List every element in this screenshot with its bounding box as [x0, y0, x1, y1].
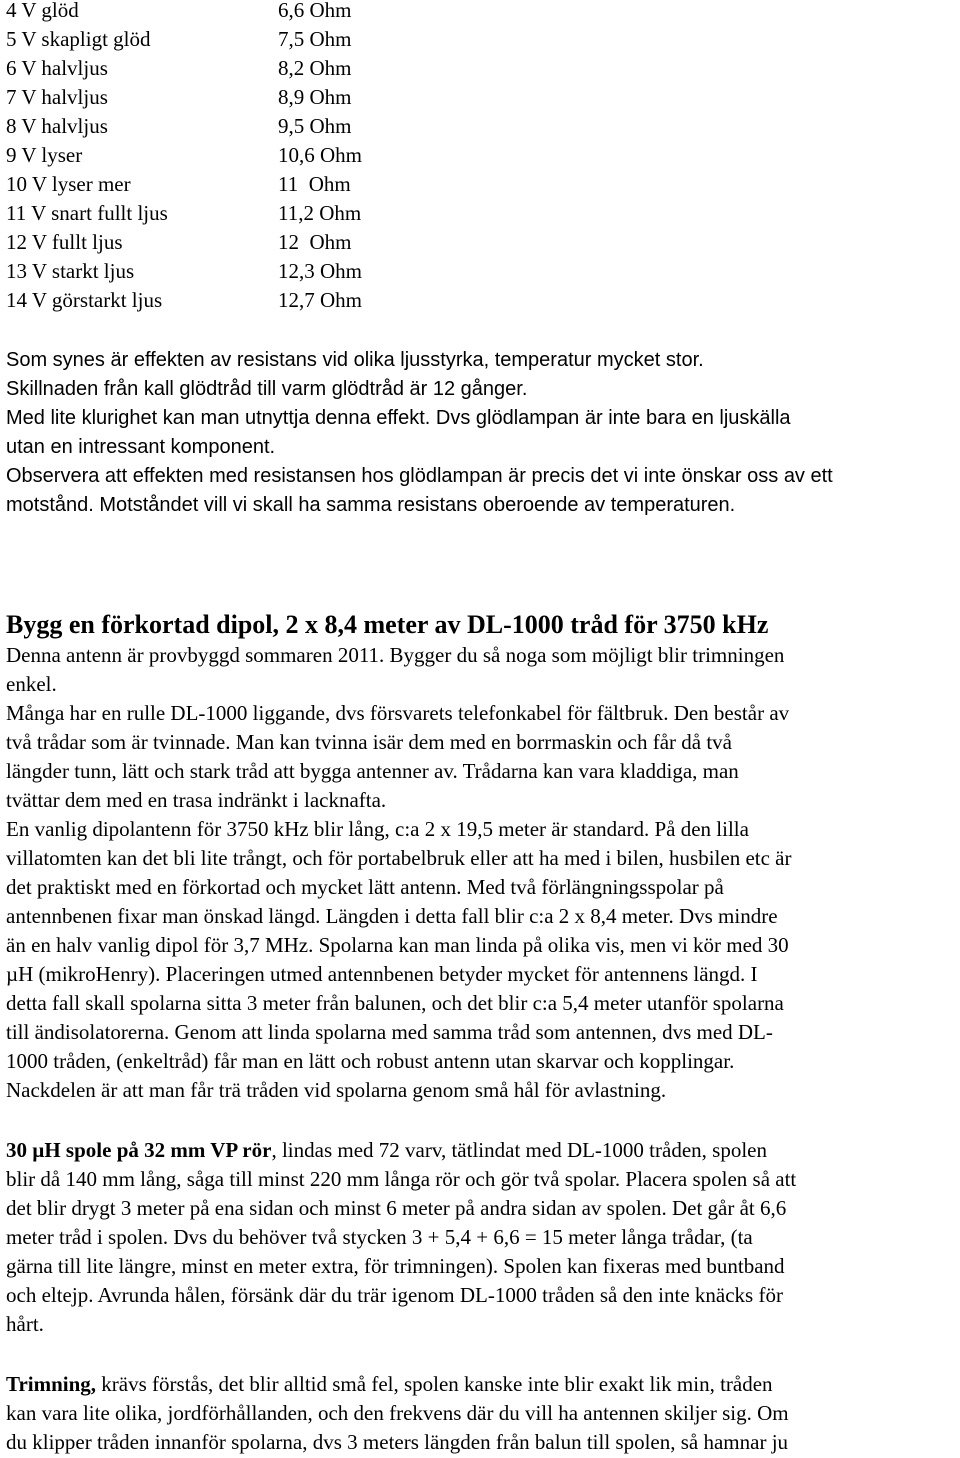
table-row [6, 0, 478, 25]
voltage-cell: 4 V glöd [6, 0, 79, 22]
resistance-cell: 8,9 Ohm [278, 85, 352, 109]
dipole-paragraph [6, 641, 956, 1105]
text-line: hårt. [6, 1312, 44, 1336]
resistance-cell: 12,7 Ohm [278, 288, 362, 312]
text-line: Med lite klurighet kan man utnyttja denna effekt. Dvs glödlampan är inte bara en ljuskälla [6, 407, 791, 429]
text-line: än en halv vanlig dipol för 3,7 MHz. Spolarna kan man linda på olika vis, men vi kör med 30 [6, 933, 789, 957]
text-line: Denna antenn är provbyggd sommaren 2011. Bygger du så noga som möjligt blir trimningen [6, 643, 785, 667]
section-heading: Bygg en förkortad dipol, 2 x 8,4 meter av DL-1000 tråd för 3750 kHz [6, 610, 769, 639]
text-line: enkel. [6, 672, 57, 696]
coil-paragraph [6, 1136, 956, 1339]
table-row [6, 170, 478, 199]
resistance-cell: 12 Ohm [278, 230, 352, 254]
text-line: motstånd. Motståndet vill vi skall ha samma resistans oberoende av temperaturen. [6, 494, 736, 516]
table-row [6, 54, 478, 83]
resistance-cell: 7,5 Ohm [278, 27, 352, 51]
text-line: µH (mikroHenry). Placeringen utmed antennbenen betyder mycket för antennens längd. I [6, 962, 758, 986]
text-line: Observera att effekten med resistansen hos glödlampan är precis det vi inte önskar oss av ett [6, 465, 833, 487]
voltage-cell: 14 V görstarkt ljus [6, 288, 163, 312]
voltage-cell: 5 V skapligt glöd [6, 27, 151, 51]
resistance-cell: 10,6 Ohm [278, 143, 362, 167]
voltage-cell: 10 V lyser mer [6, 172, 131, 196]
trimming-first-line-rest: krävs förstås, det blir alltid små fel, spolen kanske inte blir exakt lik min, tråden [96, 1372, 773, 1396]
table-row [6, 257, 478, 286]
resistance-cell: 11 Ohm [278, 172, 351, 196]
table-row [6, 286, 478, 315]
coil-bold-lead: 30 µH spole på 32 mm VP rör [6, 1138, 272, 1162]
table-row [6, 83, 478, 112]
table-row [6, 25, 478, 54]
observation-paragraph [6, 346, 956, 520]
text-line: du klipper tråden innanför spolarna, dvs 3 meters längden från balun till spolen, så hamnar ju [6, 1430, 789, 1454]
voltage-cell: 9 V lyser [6, 143, 83, 167]
text-line: utan en intressant komponent. [6, 436, 276, 458]
resistance-cell: 8,2 Ohm [278, 56, 352, 80]
text-line: detta fall skall spolarna sitta 3 meter från balunen, och det blir c:a 5,4 meter utanför spolarna [6, 991, 784, 1015]
trimming-paragraph [6, 1370, 956, 1457]
text-line: Skillnaden från kall glödtråd till varm glödtråd är 12 gånger. [6, 378, 528, 400]
text-line: det praktiskt med en förkortad och mycket lätt antenn. Med två förlängningsspolar på [6, 875, 724, 899]
text-line: gärna till lite längre, minst en meter extra, för trimningen). Spolen kan fixeras med buntband [6, 1254, 785, 1278]
text-line: meter tråd i spolen. Dvs du behöver två stycken 3 + 5,4 + 6,6 = 15 meter långa trådar, (ta [6, 1225, 753, 1249]
voltage-resistance-table [6, 0, 478, 315]
text-line: 1000 tråden, (enkeltråd) får man en lätt och robust antenn utan skarvar och kopplingar. [6, 1049, 735, 1073]
table-row [6, 141, 478, 170]
text-line: Nackdelen är att man får trä tråden vid spolarna genom små hål för avlastning. [6, 1078, 667, 1102]
coil-first-line-rest: , lindas med 72 varv, tätlindat med DL-1000 tråden, spolen [271, 1138, 767, 1162]
table-row [6, 112, 478, 141]
resistance-cell: 6,6 Ohm [278, 0, 352, 22]
resistance-cell: 12,3 Ohm [278, 259, 362, 283]
text-line: det blir drygt 3 meter på ena sidan och minst 6 meter på andra sidan av spolen. Det går åt 6,6 [6, 1196, 787, 1220]
text-line: antennbenen fixar man önskad längd. Längden i detta fall blir c:a 2 x 8,4 meter. Dvs mindre [6, 904, 778, 928]
resistance-cell: 9,5 Ohm [278, 114, 352, 138]
text-line: Som synes är effekten av resistans vid olika ljusstyrka, temperatur mycket stor. [6, 349, 704, 371]
voltage-cell: 12 V fullt ljus [6, 230, 123, 254]
voltage-cell: 11 V snart fullt ljus [6, 201, 168, 225]
text-line: blir då 140 mm lång, såga till minst 220 mm långa rör och gör två spolar. Placera spolen så att [6, 1167, 797, 1191]
voltage-cell: 6 V halvljus [6, 56, 108, 80]
text-line: längder tunn, lätt och stark tråd att bygga antenner av. Trådarna kan vara kladdiga, man [6, 759, 739, 783]
voltage-cell: 8 V halvljus [6, 114, 108, 138]
text-line: kan vara lite olika, jordförhållanden, och den frekvens där du vill ha antennen skiljer sig. Om [6, 1401, 789, 1425]
text-line: Många har en rulle DL-1000 liggande, dvs försvarets telefonkabel för fältbruk. Den består av [6, 701, 790, 725]
table-row [6, 228, 478, 257]
text-line: till ändisolatorerna. Genom att linda spolarna med samma tråd som antennen, dvs med DL- [6, 1020, 773, 1044]
text-line: och eltejp. Avrunda hålen, försänk där du trär igenom DL-1000 tråden så den inte knäcks för [6, 1283, 783, 1307]
text-line: två trådar som är tvinnade. Man kan tvinna isär dem med en borrmaskin och får då två [6, 730, 733, 754]
table-row [6, 199, 478, 228]
text-line [6, 1136, 956, 1165]
text-line [6, 1370, 956, 1399]
voltage-cell: 7 V halvljus [6, 85, 108, 109]
trimming-bold-lead: Trimning, [6, 1372, 97, 1396]
voltage-cell: 13 V starkt ljus [6, 259, 135, 283]
text-line: tvättar dem med en trasa indränkt i lacknafta. [6, 788, 387, 812]
resistance-cell: 11,2 Ohm [278, 201, 362, 225]
text-line: En vanlig dipolantenn för 3750 kHz blir lång, c:a 2 x 19,5 meter är standard. På den lilla [6, 817, 749, 841]
text-line: villatomten kan det bli lite trångt, och för portabelbruk eller att ha med i bilen, husbilen etc är [6, 846, 792, 870]
